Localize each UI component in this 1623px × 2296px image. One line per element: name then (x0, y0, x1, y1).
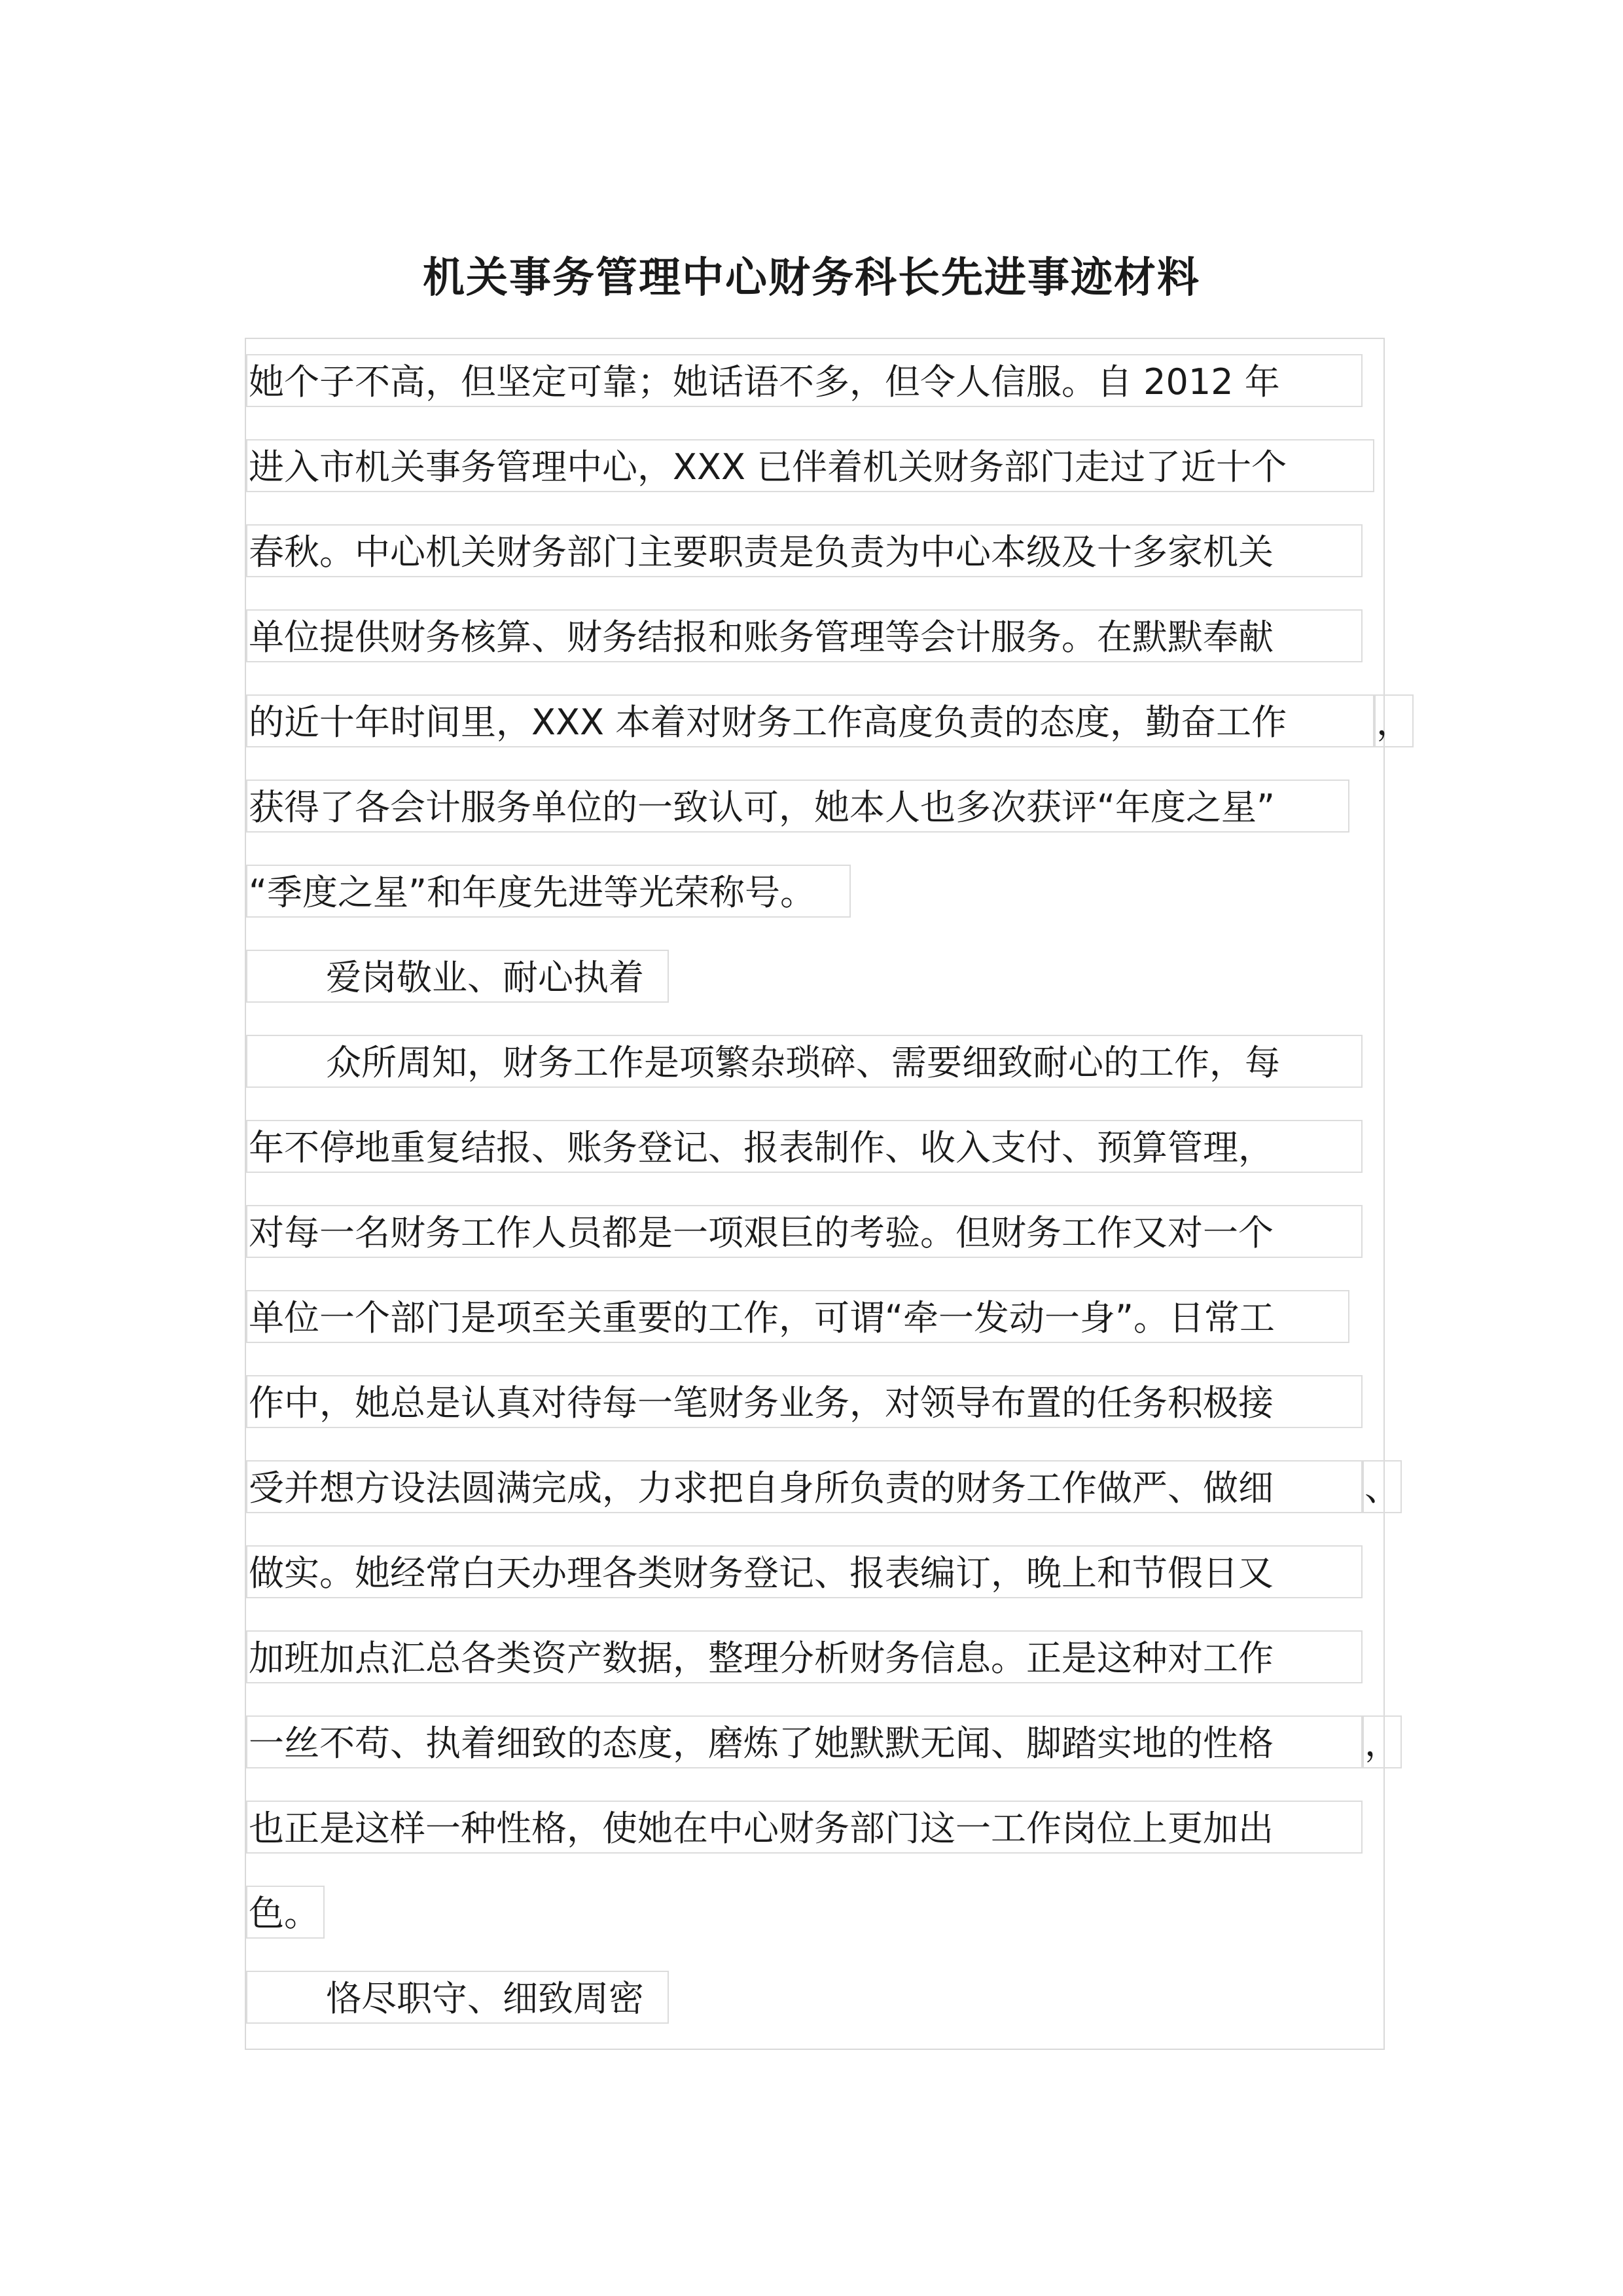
paragraph-line: 她个子不高，但坚定可靠；她话语不多，但令人信服。自 2012 年 (246, 354, 1363, 407)
paragraph-line: 做实。她经常白天办理各类财务登记、报表编订，晚上和节假日又 (246, 1545, 1363, 1598)
paragraph-line: 对每一名财务工作人员都是一项艰巨的考验。但财务工作又对一个 (246, 1205, 1363, 1258)
paragraph-line: 的近十年时间里，XXX 本着对财务工作高度负责的态度，勤奋工作 (246, 694, 1374, 747)
paragraph-line: “季度之星”和年度先进等光荣称号。 (246, 865, 851, 918)
overflow-punctuation: 、 (1363, 1460, 1402, 1513)
paragraph-line: 加班加点汇总各类资产数据，整理分析财务信息。正是这种对工作 (246, 1630, 1363, 1683)
body-text-frame (245, 338, 1385, 2050)
paragraph-line: 进入市机关事务管理中心，XXX 已伴着机关财务部门走过了近十个 (246, 439, 1374, 492)
section-heading: 爱岗敬业、耐心执着 (246, 950, 669, 1003)
paragraph-line: 也正是这样一种性格，使她在中心财务部门这一工作岗位上更加出 (246, 1801, 1363, 1854)
paragraph-line: 单位一个部门是项至关重要的工作，可谓“牵一发动一身”。日常工 (246, 1290, 1349, 1343)
paragraph-line: 作中，她总是认真对待每一笔财务业务，对领导布置的任务积极接 (246, 1375, 1363, 1428)
paragraph-line: 受并想方设法圆满完成，力求把自身所负责的财务工作做严、做细 (246, 1460, 1363, 1513)
paragraph-line: 获得了各会计服务单位的一致认可，她本人也多次获评“年度之星” (246, 780, 1349, 833)
overflow-punctuation: ， (1374, 694, 1414, 747)
paragraph-line: 一丝不苟、执着细致的态度，磨炼了她默默无闻、脚踏实地的性格 (246, 1715, 1363, 1768)
section-heading: 恪尽职守、细致周密 (246, 1971, 669, 2024)
paragraph-line: 年不停地重复结报、账务登记、报表制作、收入支付、预算管理， (246, 1120, 1363, 1173)
paragraph-line: 春秋。中心机关财务部门主要职责是负责为中心本级及十多家机关 (246, 524, 1363, 577)
paragraph-line: 单位提供财务核算、财务结报和账务管理等会计服务。在默默奉献 (246, 609, 1363, 662)
paragraph-line: 众所周知，财务工作是项繁杂琐碎、需要细致耐心的工作，每 (246, 1035, 1363, 1088)
overflow-punctuation: ， (1363, 1715, 1402, 1768)
page-title: 机关事务管理中心财务科长先进事迹材料 (423, 254, 1200, 302)
paragraph-line: 色。 (246, 1886, 325, 1939)
